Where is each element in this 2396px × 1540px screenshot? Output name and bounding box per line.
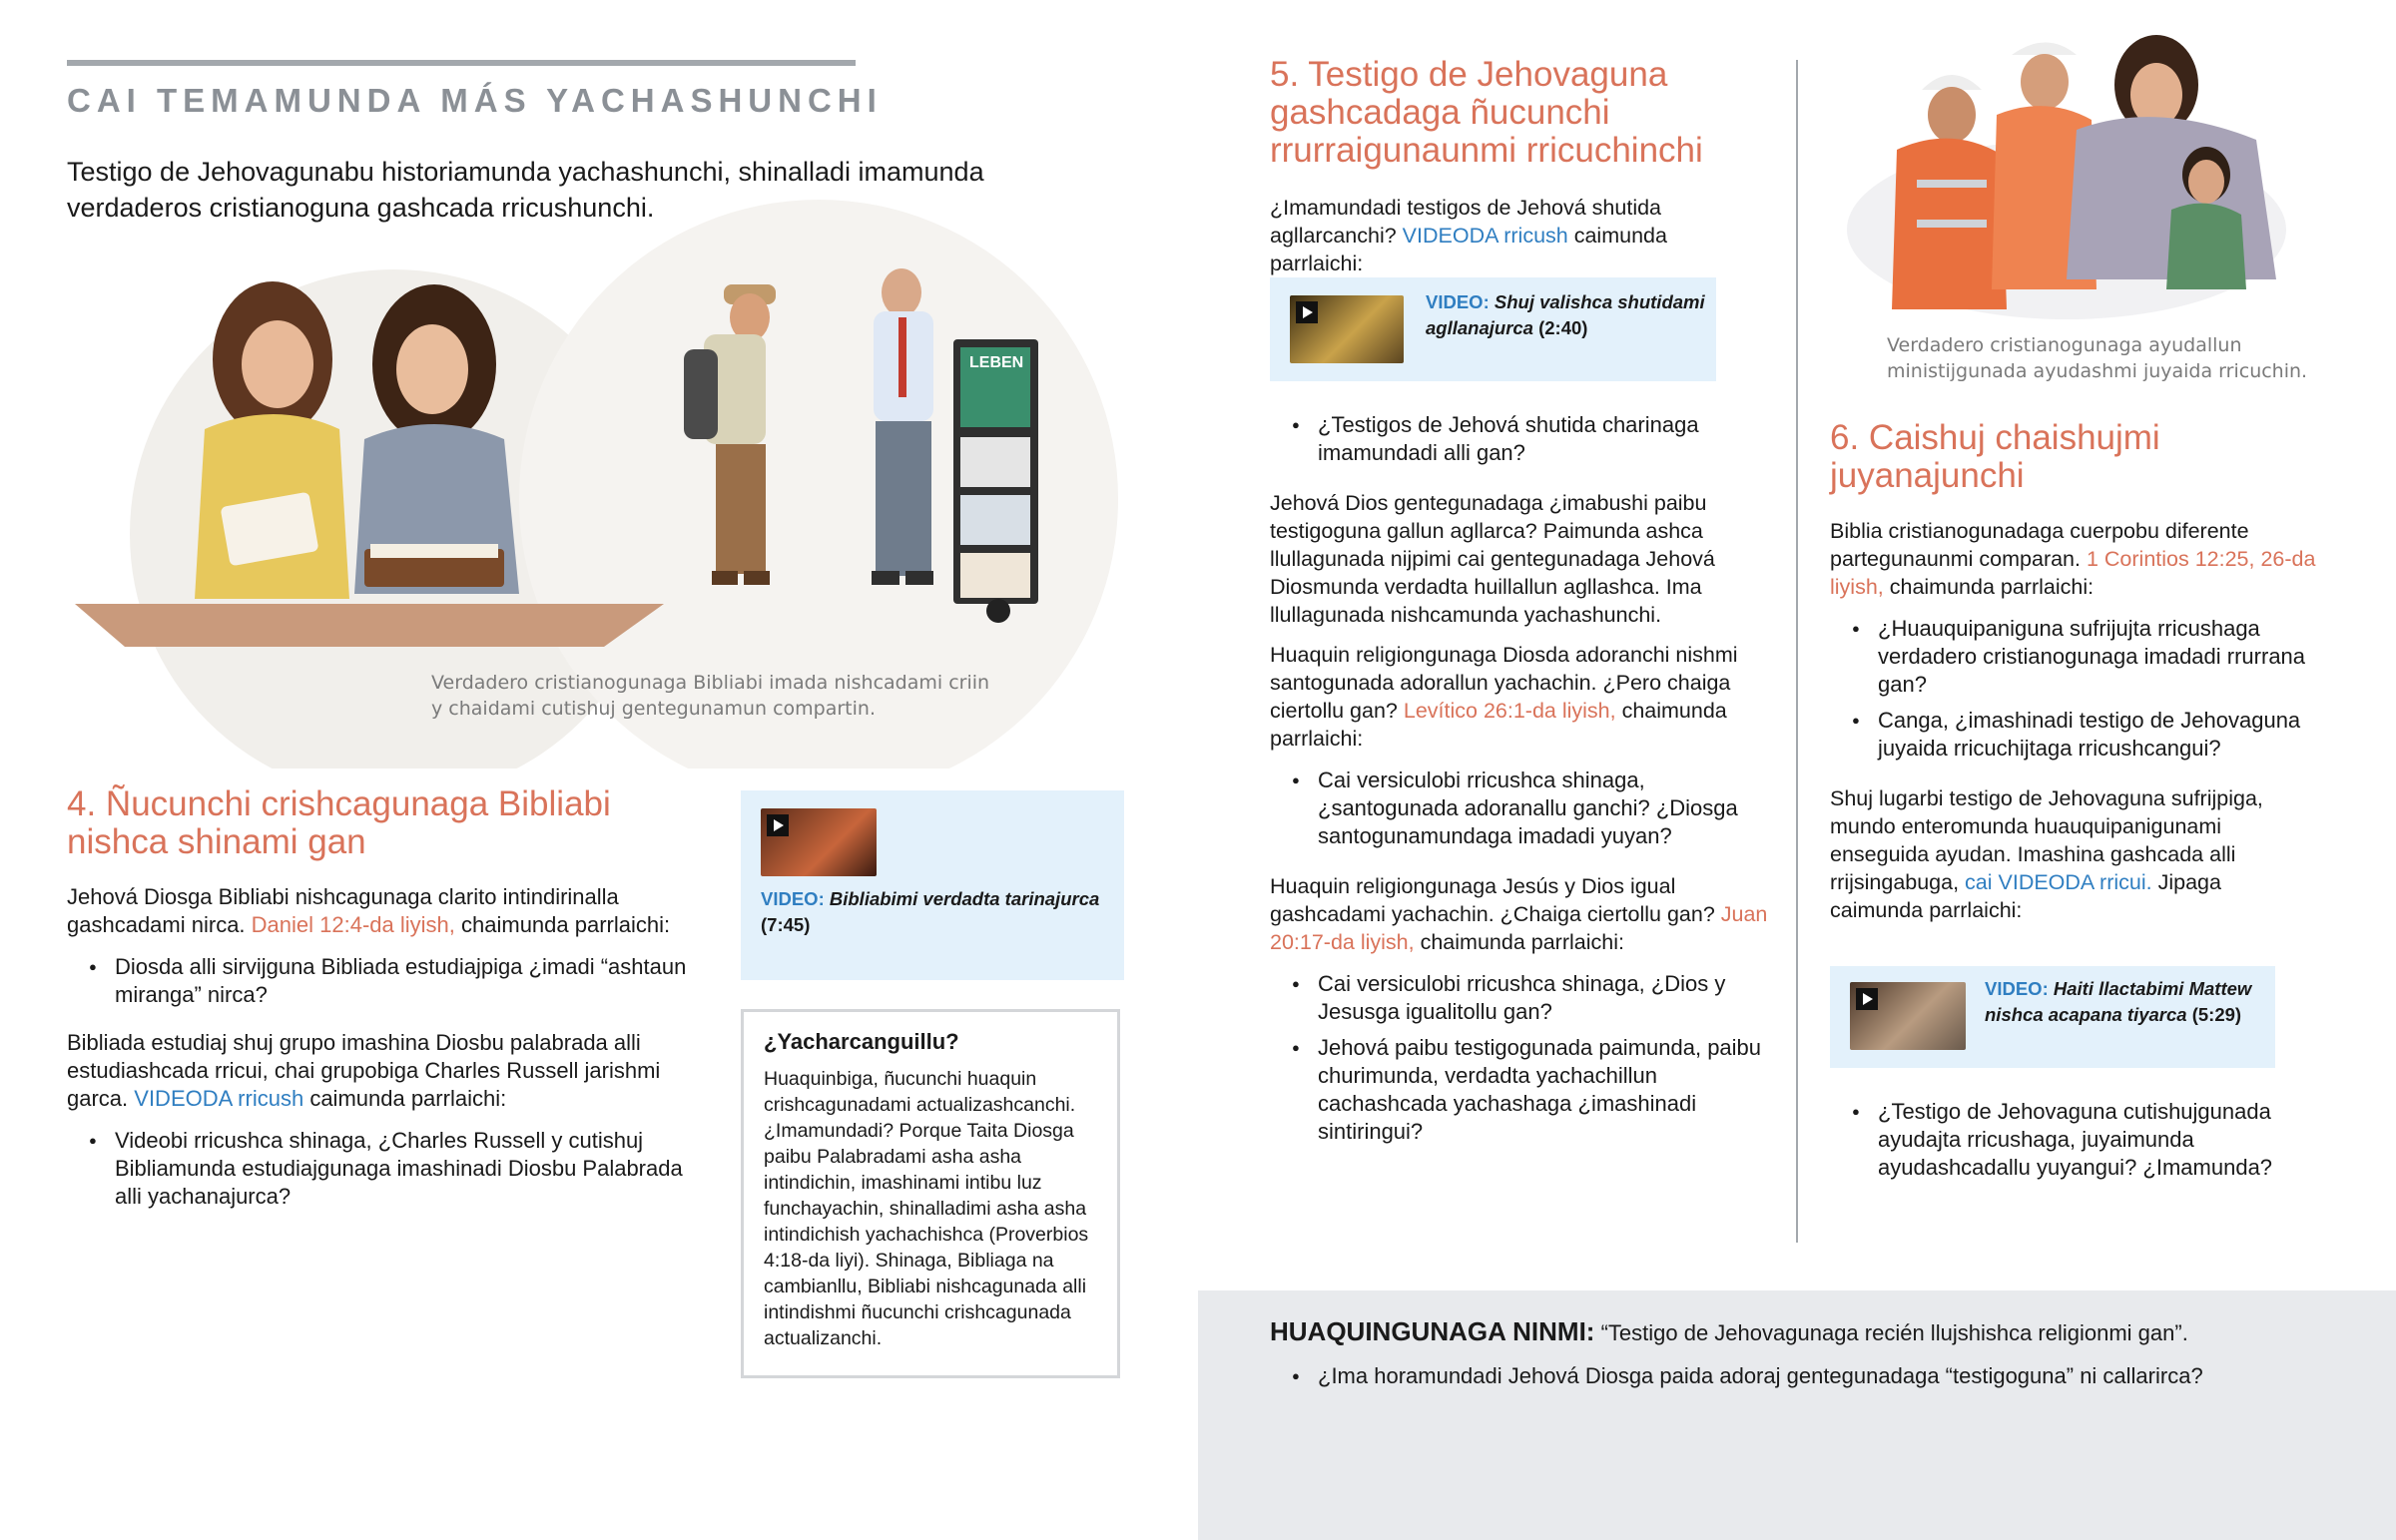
- section-5-bullets-3: [1270, 970, 1769, 1146]
- scripture-link-john[interactable]: Juan 20:17-da liyish,: [1270, 902, 1768, 954]
- section-5-bullets-1: [1270, 411, 1769, 467]
- video-link[interactable]: cai VIDEODA rricui.: [1965, 870, 2152, 894]
- caption-line-1: Verdadero cristianogunaga ayudallun: [1887, 334, 2242, 356]
- text: Biblia cristianogunadaga cuerpobu diferente partegunaunmi comparan.: [1830, 519, 2249, 571]
- list-item: ● Cai versiculobi rricushca shinaga, ¿Dios y Jesusga igualitollu gan?: [1270, 970, 1769, 1026]
- section-5-paragraph-3: [1270, 641, 1769, 753]
- illustration-caption-1: [431, 670, 989, 722]
- illustration-caption-2: [1887, 332, 2307, 384]
- video-thumbnail[interactable]: [1290, 295, 1404, 363]
- list-item: ● Cai versiculobi rricushca shinaga, ¿santogunada adoranallu ganchi? ¿Diosga santogunamundaga imadadi yuyan?: [1270, 767, 1769, 850]
- footer-panel: [1198, 1290, 2396, 1540]
- section-6: [1830, 419, 2329, 924]
- footer-statement: [1270, 1316, 2188, 1348]
- caption-line-2: y chaidami cutishuj gentegunamun compartin.: [431, 698, 876, 720]
- scripture-link-corinthians[interactable]: 1 Corintios 12:25, 26-da liyish,: [1830, 547, 2316, 599]
- list-item: ● ¿Ima horamundadi Jehová Diosga paida adoraj gentegunadaga “testigoguna” ni callarirca?: [1270, 1362, 2368, 1390]
- video-thumbnail[interactable]: [761, 808, 877, 876]
- text: ¿Imamundadi testigos de Jehová shutida agllarcanchi?: [1270, 196, 1662, 248]
- text: caimunda parrlaichi:: [1270, 224, 1667, 275]
- video-duration: (7:45): [761, 914, 811, 935]
- section-6-title: [1830, 419, 2329, 495]
- footer-label: HUAQUINGUNAGA NINMI:: [1270, 1316, 1595, 1346]
- video-link[interactable]: VIDEODA rricush: [134, 1086, 304, 1111]
- section-5: [1270, 56, 1769, 277]
- video-tag: VIDEO:: [1426, 291, 1490, 312]
- video-title: Shuj valishca shutidami agllanajurca: [1426, 291, 1705, 338]
- play-icon: [767, 814, 789, 836]
- cart-sign-text: LEBEN: [969, 354, 1024, 371]
- video-label: [1426, 289, 1705, 341]
- text: Bibliada estudiaj shuj grupo imashina Diosbu palabrada alli estudiashcada rricui, chai grupobiga Charles Russell jarishmi garca.: [67, 1030, 661, 1111]
- text: Shuj lugarbi testigo de Jehovaguna sufrijpiga, mundo enteromunda huauquipanigunami enseguida ayudan. Imashina gashcada alli rrijsingabuga,: [1830, 786, 2263, 894]
- did-you-know-box: [741, 1009, 1120, 1378]
- header-rule: [67, 60, 856, 66]
- video-box-name[interactable]: [1270, 277, 1716, 381]
- video-tag: VIDEO:: [761, 888, 825, 909]
- relief-workers-illustration: [1837, 30, 2296, 319]
- box-title: ¿Yacharcanguillu?: [764, 1029, 959, 1054]
- section-5-body: [1270, 411, 1769, 1146]
- list-item: ● Diosda alli sirvijguna Bibliada estudiajpiga ¿imadi “ashtaun miranga” nirca?: [67, 953, 706, 1009]
- list-item: ● Canga, ¿imashinadi testigo de Jehovaguna juyaida rricuchijtaga rricushcangui?: [1830, 707, 2329, 763]
- section-5-paragraph-1: [1270, 194, 1759, 277]
- section-6-paragraph-1: [1830, 517, 2319, 601]
- section-5-title-line1: 5. Testigo de Jehovaguna: [1270, 55, 1668, 94]
- play-icon: [1296, 301, 1318, 323]
- section-4-bullets-2: [67, 1127, 686, 1211]
- video-label: [1985, 976, 2254, 1028]
- text: chaimunda parrlaichi:: [1270, 699, 1727, 751]
- caption-line-2: ministijgunada ayudashmi juyaida rricuchin.: [1887, 360, 2308, 382]
- section-6-title-line2: juyanajunchi: [1830, 456, 2025, 495]
- footer-quote: “Testigo de Jehovagunaga recién llujshishca religionmi gan”.: [1594, 1320, 2188, 1345]
- list-item: ● Jehová paibu testigogunada paimunda, paibu churimunda, verdadta yachachillun cachashcada yachashaga ¿imashinadi sintiringui?: [1270, 1034, 1769, 1146]
- section-4-title-line1: 4. Ñucunchi crishcagunaga Bibliabi: [67, 784, 611, 823]
- section-5-paragraph-2: Jehová Dios gentegunadaga ¿imabushi paibu testigoguna gallun agllarca? Paimunda ashca llullagunada nijpimi cai gentegunadaga Jehová Diosmunda verdadta huillallun agllashca. Ima llullagunada nishcamunda yachashunchi.: [1270, 491, 1715, 627]
- text: Jehová Diosga Bibliabi nishcagunaga clarito intindirinalla gashcadami nirca.: [67, 884, 619, 937]
- section-6-bullets-2: [1830, 1098, 2329, 1182]
- section-6-title-line1: 6. Caishuj chaishujmi: [1830, 418, 2160, 457]
- text: Jipaga caimunda parrlaichi:: [1830, 870, 2221, 922]
- list-item: ● Videobi rricushca shinaga, ¿Charles Russell y cutishuj Bibliamunda estudiajgunaga imashinadi Diosbu Palabrada alli yachanajurca?: [67, 1127, 686, 1211]
- text: caimunda parrlaichi:: [303, 1086, 507, 1111]
- video-title: Bibliabimi verdadta tarinajurca: [829, 888, 1100, 909]
- section-5-title-line2: gashcadaga ñucunchi: [1270, 93, 1610, 132]
- list-item: ● ¿Huauquipaniguna sufrijujta rricushaga verdadero cristianogunaga imadadi rrurrana gan?: [1830, 615, 2329, 699]
- caption-line-1: Verdadero cristianogunaga Bibliabi imada nishcadami criin: [431, 672, 990, 694]
- video-duration: (5:29): [2191, 1004, 2242, 1025]
- section-4-paragraph-2: [67, 1029, 696, 1113]
- video-duration: (2:40): [1538, 317, 1588, 338]
- section-4-title: [67, 785, 706, 861]
- video-link[interactable]: VIDEODA rricush: [1402, 224, 1568, 248]
- video-title: Haiti llactabimi Mattew nishca acapana tiyarca: [1985, 978, 2252, 1025]
- video-thumbnail[interactable]: [1850, 982, 1966, 1050]
- text: chaimunda parrlaichi:: [1883, 575, 2095, 599]
- illustration-relief: [1837, 30, 2296, 319]
- text: chaimunda parrlaichi:: [454, 912, 671, 937]
- list-item: ● ¿Testigos de Jehová shutida charinaga imamundadi alli gan?: [1270, 411, 1769, 467]
- text: chaimunda parrlaichi:: [1414, 930, 1624, 954]
- play-icon: [1856, 988, 1878, 1010]
- section-4-title-line2: nishca shinami gan: [67, 822, 366, 861]
- list-item: ● ¿Testigo de Jehovaguna cutishujgunada ayudajta rricushaga, juyaimunda ayudashcadallu yuyangui? ¿Imamunda?: [1830, 1098, 2329, 1182]
- section-header: CAI TEMAMUNDA MÁS YACHASHUNCHI: [67, 82, 883, 119]
- section-4-bullets-1: [67, 953, 706, 1009]
- section-6-paragraph-2: [1830, 784, 2319, 924]
- section-4: [67, 785, 706, 1211]
- intro-paragraph: Testigo de Jehovagunabu historiamunda yachashunchi, shinalladi imamunda verdaderos cristianoguna gashcada rricushunchi.: [67, 157, 984, 223]
- video-box-bible[interactable]: [741, 790, 1124, 980]
- text: Huaquin religiongunaga Jesús y Dios igual gashcadami yachachin. ¿Chaiga ciertollu gan?: [1270, 874, 1721, 926]
- section-4-paragraph-1: [67, 883, 706, 939]
- scripture-link-daniel[interactable]: Daniel 12:4-da liyish,: [251, 912, 455, 937]
- video-box-haiti[interactable]: [1830, 966, 2275, 1068]
- text: Huaquin religiongunaga Diosda adoranchi nishmi santogunada adorallun yachachin. ¿Pero chaiga ciertollu gan?: [1270, 643, 1738, 723]
- section-5-title: [1270, 56, 1769, 170]
- footer-bullets: [1270, 1362, 2368, 1390]
- section-6-bullets-1: [1830, 615, 2329, 763]
- scripture-link-leviticus[interactable]: Levítico 26:1-da liyish,: [1403, 699, 1616, 723]
- section-5-paragraph-4: [1270, 872, 1769, 956]
- section-5-bullets-2: [1270, 767, 1769, 850]
- video-tag: VIDEO:: [1985, 978, 2049, 999]
- column-divider: [1796, 60, 1798, 1243]
- box-text: Huaquinbiga, ñucunchi huaquin crishcagunadami actualizashcanchi. ¿Imamundadi? Porque Taita Diosga paibu Palabradami asha asha intindichin, imashinami intibu luz funchayachin, shinalladimi asha asha intindichish yachachishca (Proverbios 4:18-da liyi). Shinaga, Bibliaga na cambianllu, Bibliabi nishcagunada alli intindishmi ñucunchi crishcagunada actualizanchi.: [764, 1068, 1089, 1349]
- section-5-title-line3: rrurraigunaunmi rricuchinchi: [1270, 131, 1703, 170]
- video-label: [761, 886, 1100, 938]
